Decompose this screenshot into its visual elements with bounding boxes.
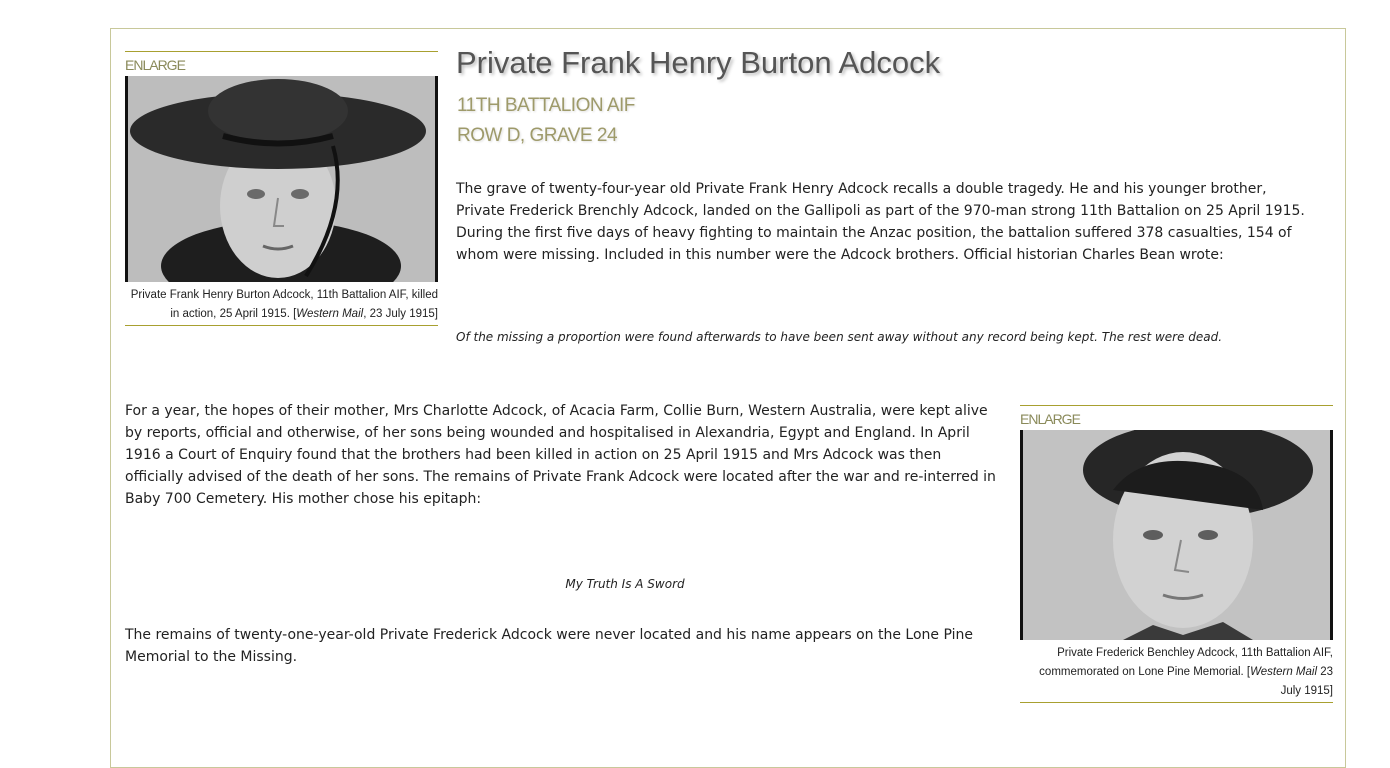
epitaph: My Truth Is A Sword — [565, 577, 685, 591]
enlarge-link-2[interactable]: ENLARGE — [1020, 405, 1333, 430]
figure-frederick-adcock — [1020, 405, 1333, 703]
caption-end: 23 July 1915] — [1280, 666, 1333, 697]
caption-source: Western Mail — [1250, 666, 1317, 678]
enlarge-link-1[interactable]: ENLARGE — [125, 51, 438, 76]
mother-paragraph: For a year, the hopes of their mother, Mrs Charlotte Adcock, of Acacia Farm, Collie Burn, Western Australia, were kept alive by reports, official and otherwise, of her sons being wounded and hospitalised in Alexandria, Egypt and England. In April 1916 a Court of Enquiry found that the brothers had been killed in action on 25 April 1915 and Mrs Adcock was then officially advised of the death of her sons. The remains of Private Frank Adcock were located after the war and re-interred in Baby 700 Cemetery. His mother chose his epitaph: — [125, 403, 996, 507]
bean-quote: Of the missing a proportion were found afterwards to have been sent away without any record being kept. The rest were dead. — [456, 330, 1223, 344]
figure-frank-adcock — [125, 51, 438, 326]
intro-paragraph: The grave of twenty-four-year old Private Frank Henry Adcock recalls a double tragedy. He and his younger brother, Private Frederick Brenchly Adcock, landed on the Gallipoli as part of the 970-man strong 11th Battalion on 25 April 1915. During the first five days of heavy fighting to maintain the Anzac position, the battalion suffered 378 casualties, 154 of whom were missing. Included in this number were the Adcock brothers. Official historian Charles Bean wrote: — [456, 181, 1305, 263]
soldier-portrait-image — [128, 76, 435, 282]
photo-frederick-adcock[interactable] — [1020, 430, 1333, 640]
caption-text: Private Frank Henry Burton Adcock, 11th Battalion AIF, killed in action, 25 April 1915. [ — [130, 289, 438, 320]
memorial-paragraph: The remains of twenty-one-year-old Private Frederick Adcock were never located and his name appears on the Lone Pine Memorial to the Missing. — [125, 627, 973, 665]
caption-end: , 23 July 1915] — [363, 308, 438, 320]
caption-text: Private Frederick Benchley Adcock, 11th Battalion AIF, commemorated on Lone Pine Memorial. [ — [1039, 647, 1333, 678]
caption-frank-adcock — [125, 282, 438, 326]
caption-source: Western Mail — [296, 308, 364, 320]
caption-frederick-adcock — [1020, 640, 1333, 703]
photo-frank-adcock[interactable] — [125, 76, 438, 282]
unit-subtitle: 11TH BATTALION AIF — [457, 95, 635, 116]
soldier-portrait-image — [1023, 430, 1330, 640]
grave-subtitle: ROW D, GRAVE 24 — [457, 125, 618, 146]
page-title: Private Frank Henry Burton Adcock — [456, 45, 941, 80]
